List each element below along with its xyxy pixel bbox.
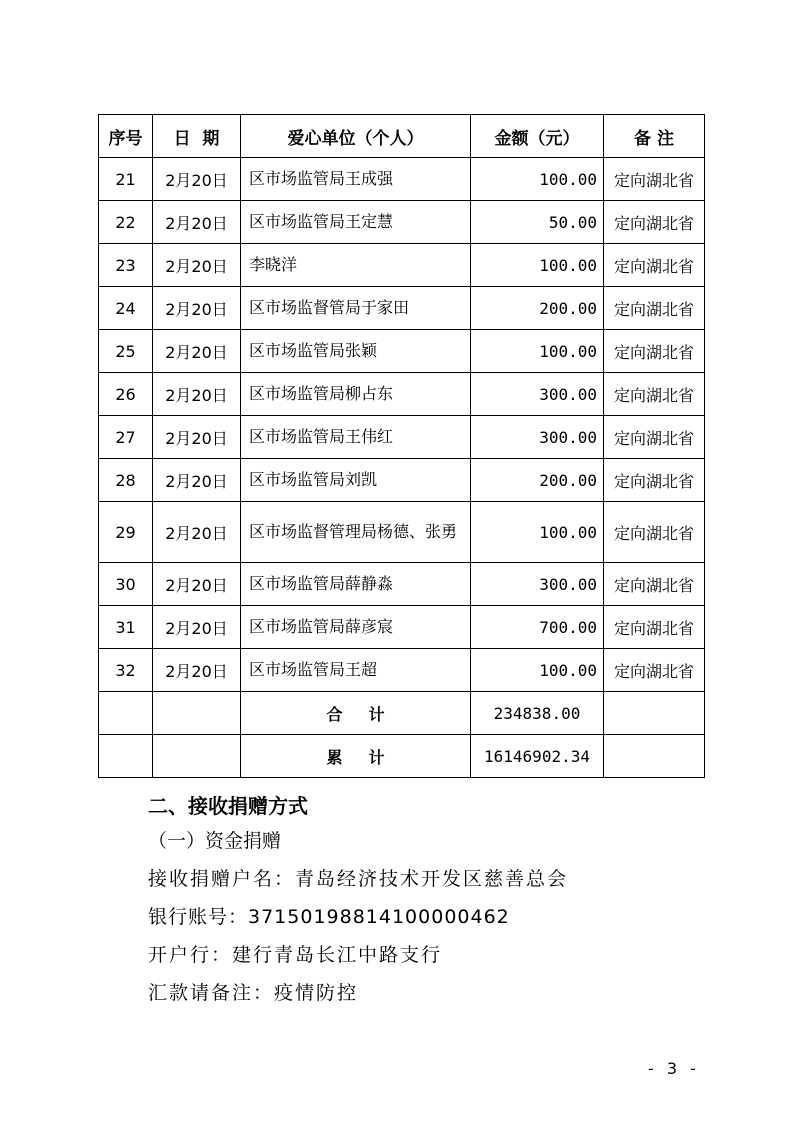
- row-index: 22: [99, 201, 153, 244]
- table-header-row: [99, 115, 705, 158]
- table-row: [99, 287, 705, 330]
- row-note: 定向湖北省: [604, 649, 705, 692]
- row-donor: 区市场监管局刘凯: [241, 459, 471, 502]
- row-date: 2月20日: [153, 502, 241, 563]
- cumulative-empty-3: [604, 735, 705, 778]
- row-amount: 300.00: [471, 563, 604, 606]
- table-row: [99, 563, 705, 606]
- row-date: 2月20日: [153, 330, 241, 373]
- page-number: - 3 -: [648, 1059, 700, 1078]
- cumulative-row: [99, 735, 705, 778]
- row-note: 定向湖北省: [604, 416, 705, 459]
- row-amount: 100.00: [471, 502, 604, 563]
- subtotal-empty-1: [99, 692, 153, 735]
- row-donor: 李晓洋: [241, 244, 471, 287]
- row-note: 定向湖北省: [604, 563, 705, 606]
- cumulative-label: 累计: [241, 735, 471, 778]
- row-date: 2月20日: [153, 158, 241, 201]
- row-note: 定向湖北省: [604, 244, 705, 287]
- row-donor: 区市场监管局薛彦宸: [241, 606, 471, 649]
- row-amount: 300.00: [471, 373, 604, 416]
- row-date: 2月20日: [153, 373, 241, 416]
- row-amount: 100.00: [471, 244, 604, 287]
- table-row: [99, 459, 705, 502]
- row-index: 28: [99, 459, 153, 502]
- row-note: 定向湖北省: [604, 459, 705, 502]
- subtotal-empty-3: [604, 692, 705, 735]
- sub-title: （一）资金捐赠: [148, 830, 282, 852]
- row-date: 2月20日: [153, 459, 241, 502]
- row-date: 2月20日: [153, 287, 241, 330]
- row-note: 定向湖北省: [604, 287, 705, 330]
- bank-branch: 开户行：建行青岛长江中路支行: [148, 944, 443, 966]
- row-donor: 区市场监督管局于家田: [241, 287, 471, 330]
- row-donor: 区市场监管局王伟红: [241, 416, 471, 459]
- row-donor: 区市场监管局柳占东: [241, 373, 471, 416]
- row-date: 2月20日: [153, 416, 241, 459]
- row-index: 23: [99, 244, 153, 287]
- cumulative-empty-2: [153, 735, 241, 778]
- table-row: [99, 606, 705, 649]
- row-note: 定向湖北省: [604, 373, 705, 416]
- row-date: 2月20日: [153, 244, 241, 287]
- header-amount: 金额（元）: [471, 115, 604, 158]
- row-index: 25: [99, 330, 153, 373]
- row-index: 26: [99, 373, 153, 416]
- row-index: 24: [99, 287, 153, 330]
- subtotal-amount: 234838.00: [471, 692, 604, 735]
- table-row: [99, 244, 705, 287]
- table-row: [99, 649, 705, 692]
- row-note: 定向湖北省: [604, 606, 705, 649]
- subtotal-empty-2: [153, 692, 241, 735]
- table-row: [99, 502, 705, 563]
- row-index: 21: [99, 158, 153, 201]
- remittance-remark: 汇款请备注：疫情防控: [148, 982, 359, 1004]
- section-title: 二、接收捐赠方式: [148, 794, 308, 818]
- account-name: 接收捐赠户名：青岛经济技术开发区慈善总会: [148, 868, 569, 890]
- row-donor: 区市场监督管理局杨德、张勇: [241, 502, 471, 563]
- donation-table: [98, 114, 705, 778]
- row-amount: 200.00: [471, 459, 604, 502]
- row-date: 2月20日: [153, 201, 241, 244]
- row-date: 2月20日: [153, 606, 241, 649]
- row-donor: 区市场监管局王定慧: [241, 201, 471, 244]
- row-amount: 200.00: [471, 287, 604, 330]
- row-index: 31: [99, 606, 153, 649]
- header-index: 序号: [99, 115, 153, 158]
- row-note: 定向湖北省: [604, 502, 705, 563]
- row-date: 2月20日: [153, 563, 241, 606]
- row-date: 2月20日: [153, 649, 241, 692]
- row-index: 32: [99, 649, 153, 692]
- row-donor: 区市场监管局王成强: [241, 158, 471, 201]
- cumulative-empty-1: [99, 735, 153, 778]
- cumulative-amount: 16146902.34: [471, 735, 604, 778]
- row-amount: 700.00: [471, 606, 604, 649]
- header-note: 备 注: [604, 115, 705, 158]
- table-row: [99, 416, 705, 459]
- row-index: 29: [99, 502, 153, 563]
- subtotal-label: 合计: [241, 692, 471, 735]
- row-amount: 50.00: [471, 201, 604, 244]
- row-donor: 区市场监管局王超: [241, 649, 471, 692]
- row-note: 定向湖北省: [604, 158, 705, 201]
- table-row: [99, 330, 705, 373]
- table-row: [99, 373, 705, 416]
- row-donor: 区市场监管局张颖: [241, 330, 471, 373]
- row-note: 定向湖北省: [604, 201, 705, 244]
- row-index: 30: [99, 563, 153, 606]
- row-index: 27: [99, 416, 153, 459]
- row-amount: 300.00: [471, 416, 604, 459]
- table-row: [99, 158, 705, 201]
- row-note: 定向湖北省: [604, 330, 705, 373]
- row-amount: 100.00: [471, 649, 604, 692]
- account-number: 银行账号：37150198814100000462: [148, 906, 510, 928]
- subtotal-row: [99, 692, 705, 735]
- header-donor: 爱心单位（个人）: [241, 115, 471, 158]
- row-amount: 100.00: [471, 158, 604, 201]
- row-amount: 100.00: [471, 330, 604, 373]
- table-row: [99, 201, 705, 244]
- header-date: 日 期: [153, 115, 241, 158]
- row-donor: 区市场监管局薛静淼: [241, 563, 471, 606]
